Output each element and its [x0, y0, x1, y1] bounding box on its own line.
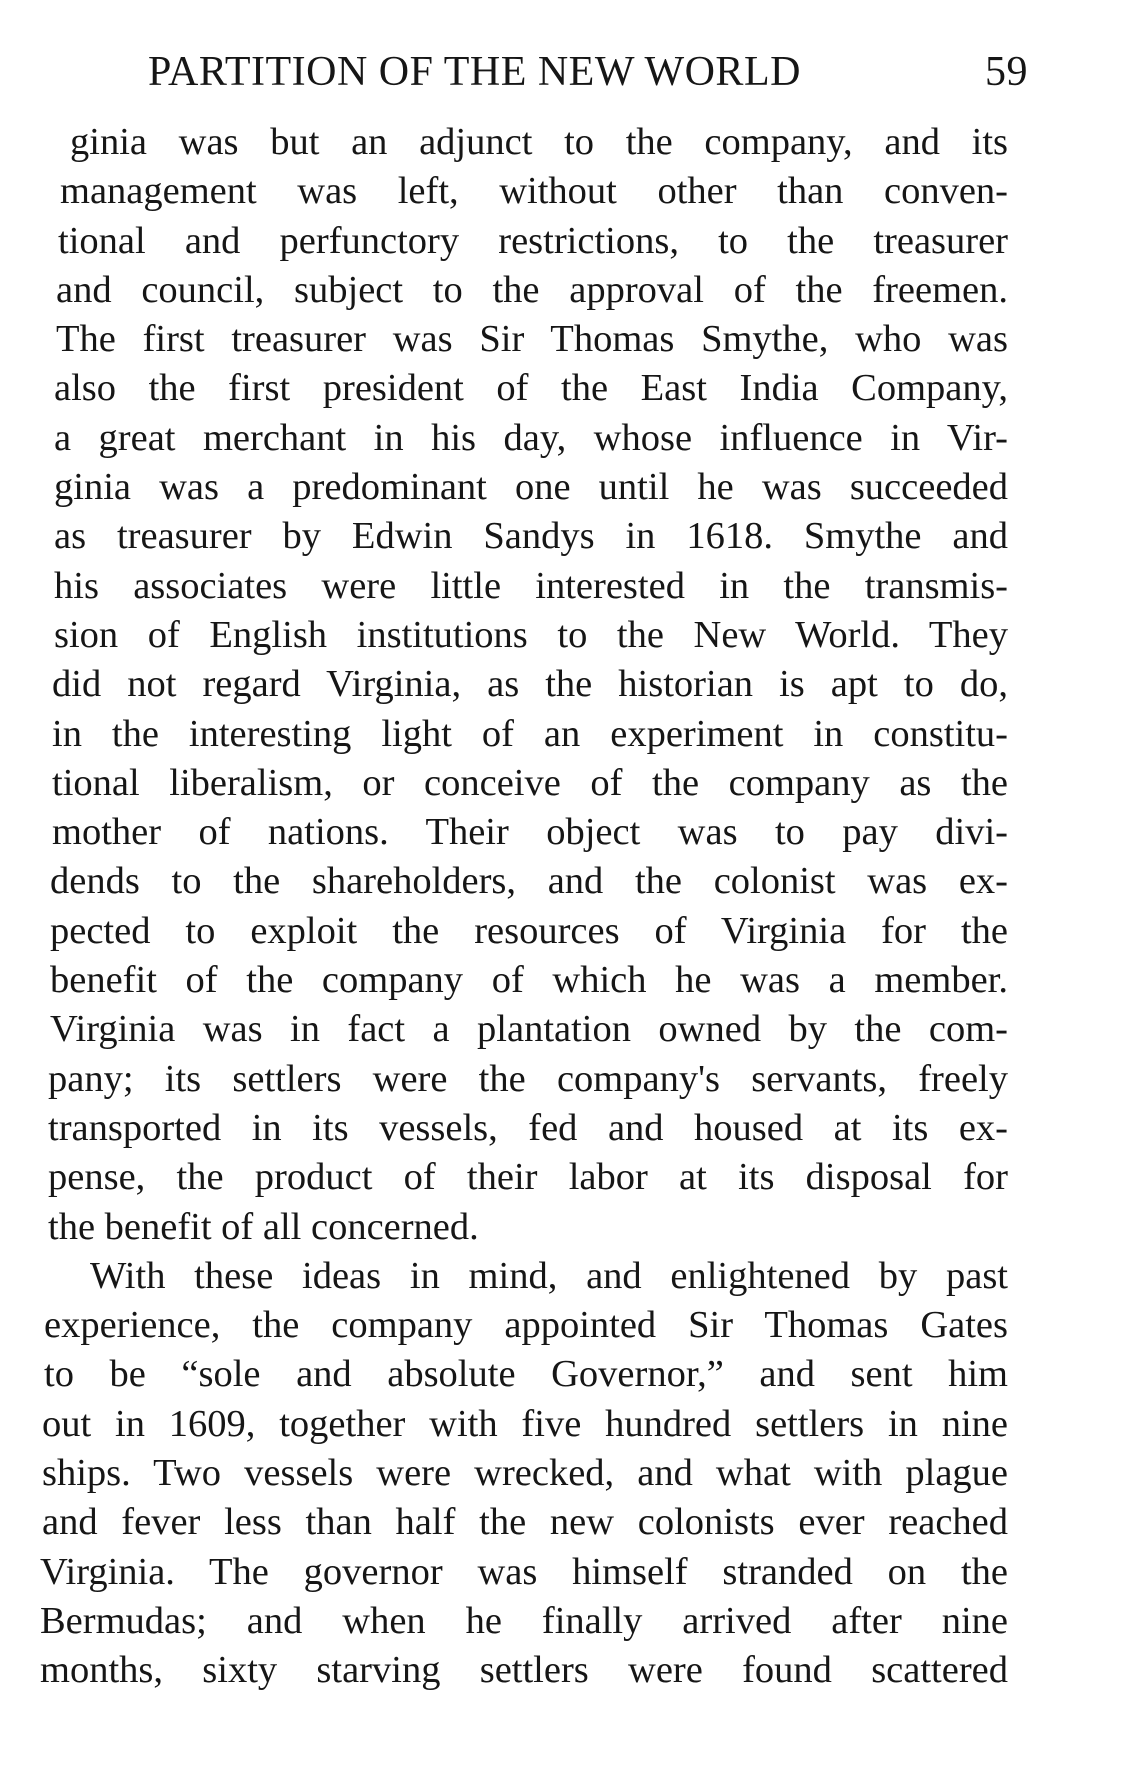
text-line: sion of English institutions to the New World. They	[54, 613, 1008, 656]
text-line: did not regard Virginia, as the historian is apt to do,	[52, 663, 1008, 706]
text-line: With these ideas in mind, and enlightened by past	[90, 1254, 1008, 1297]
text-line: mother of nations. Their object was to pay divi-	[52, 811, 1008, 854]
text-line: ginia was a predominant one until he was succeeded	[54, 466, 1008, 509]
text-line: and council, subject to the approval of the freemen.	[56, 268, 1008, 311]
text-line: pected to exploit the resources of Virginia for the	[50, 909, 1008, 952]
text-line: in the interesting light of an experiment in constitu-	[52, 712, 1008, 755]
text-line: a great merchant in his day, whose influence in Vir-	[54, 416, 1008, 459]
text-line: his associates were little interested in the transmis-	[54, 564, 1008, 607]
text-line: pense, the product of their labor at its disposal for	[48, 1156, 1008, 1199]
text-line: Virginia was in fact a plantation owned by the com-	[50, 1008, 1008, 1051]
text-line: also the first president of the East India Company,	[54, 367, 1008, 410]
text-line: Virginia. The governor was himself stranded on the	[40, 1550, 1008, 1593]
text-line: transported in its vessels, fed and housed at its ex-	[48, 1106, 1008, 1149]
text-line: management was left, without other than conven-	[60, 170, 1008, 213]
paragraph	[48, 118, 1018, 1252]
page-number: 59	[985, 49, 1028, 95]
text-line: experience, the company appointed Sir Thomas Gates	[44, 1304, 1008, 1347]
text-line: Bermudas; and when he finally arrived after nine	[40, 1599, 1008, 1642]
text-line: pany; its settlers were the company's servants, freely	[48, 1057, 1008, 1100]
text-line: tional liberalism, or conceive of the company as the	[52, 761, 1008, 804]
text-line: benefit of the company of which he was a member.	[50, 959, 1008, 1002]
text-line: ginia was but an adjunct to the company, and its	[70, 121, 1008, 163]
text-line: out in 1609, together with five hundred settlers in nine	[42, 1402, 1008, 1445]
text-line: as treasurer by Edwin Sandys in 1618. Smythe and	[54, 515, 1008, 558]
text-line: and fever less than half the new colonists ever reached	[42, 1501, 1008, 1544]
text-line: dends to the shareholders, and the colonist was ex-	[50, 860, 1008, 903]
text-line: months, sixty starving settlers were found scattered	[40, 1649, 1008, 1692]
running-head-title: PARTITION OF THE NEW WORLD	[148, 49, 801, 95]
text-line: tional and perfunctory restrictions, to the treasurer	[58, 219, 1008, 262]
body-text	[40, 118, 1018, 1696]
text-line: ships. Two vessels were wrecked, and what with plague	[42, 1452, 1008, 1495]
paragraph	[40, 1252, 1018, 1696]
running-head	[148, 44, 1028, 100]
text-line: the benefit of all concerned.	[48, 1205, 479, 1248]
text-line: The first treasurer was Sir Thomas Smythe, who was	[56, 318, 1008, 361]
text-line: to be “sole and absolute Governor,” and sent him	[44, 1353, 1008, 1396]
